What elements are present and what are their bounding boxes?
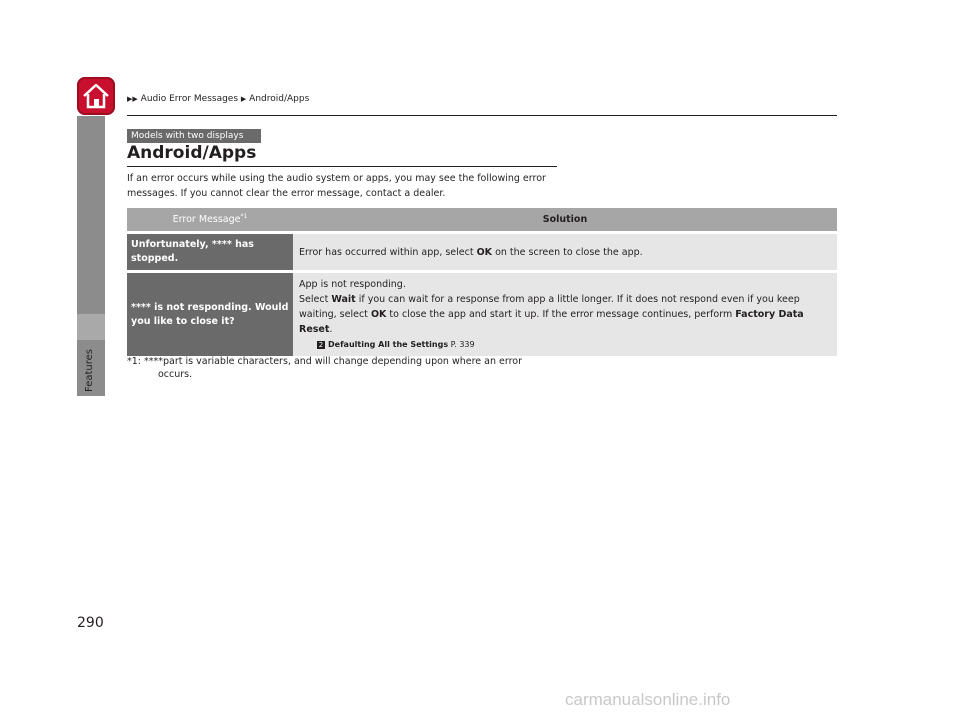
solution-cell: Error has occurred within app, select OK on the screen to close the app. (293, 234, 837, 270)
footnote (127, 355, 567, 381)
footnote-ref: *1 (240, 213, 248, 221)
cross-reference-link[interactable]: 2 Defaulting All the Settings P. 339 (318, 340, 475, 349)
section-sidebar-marker (77, 314, 105, 340)
model-badge: Models with two displays (127, 129, 261, 143)
factory-data-reset-label: Factory Data Reset (299, 309, 804, 335)
cross-reference-icon: 2 (318, 340, 324, 349)
breadcrumb (127, 94, 309, 104)
home-button[interactable] (77, 77, 115, 115)
error-message-cell: **** is not responding. Would you like to close it? (127, 273, 293, 356)
breadcrumb-item-android-apps[interactable]: Android/Apps (249, 94, 310, 104)
footnote-line-2: occurs. (158, 369, 193, 380)
wait-label: Wait (331, 294, 356, 305)
breadcrumb-arrow-icon: ▶▶ (127, 95, 138, 103)
error-message-cell: Unfortunately, **** has stopped. (127, 234, 293, 270)
column-header-solution: Solution (293, 208, 837, 231)
table-row (127, 273, 837, 356)
ok-label: OK (370, 309, 387, 320)
solution-line-1: App is not responding. (299, 279, 406, 290)
ok-label: OK (476, 246, 493, 258)
title-divider (127, 166, 557, 167)
column-header-error-message: Error Message$^{*1}$ (127, 208, 293, 231)
solution-cell (293, 273, 837, 356)
table-row (127, 234, 837, 270)
error-message-table (127, 205, 837, 359)
breadcrumb-arrow-icon: ▶ (240, 95, 247, 103)
table-header-row (127, 208, 837, 231)
watermark: carmanualsonline.info (565, 690, 731, 709)
intro-paragraph: If an error occurs while using the audio system or apps, you may see the following error messages. If you cannot clear the error message, contact a dealer. (127, 173, 546, 199)
sidebar-section-label: Features (84, 349, 95, 392)
page-title: Android/Apps (127, 143, 257, 163)
breadcrumb-item-audio-error-messages[interactable]: Audio Error Messages (140, 94, 239, 104)
header-divider (127, 115, 837, 116)
footnote-line-1: *1: ****part is variable characters, and will change depending upon where an error (127, 356, 523, 367)
page-number: 290 (77, 615, 104, 631)
home-icon (80, 80, 112, 112)
solution-body: Select Wait if you can wait for a response from app a little longer. If it does not respond even if you keep waiting, select OK to close the app and start it up. If the error message continues, perform Factory Data Reset. (299, 294, 804, 335)
